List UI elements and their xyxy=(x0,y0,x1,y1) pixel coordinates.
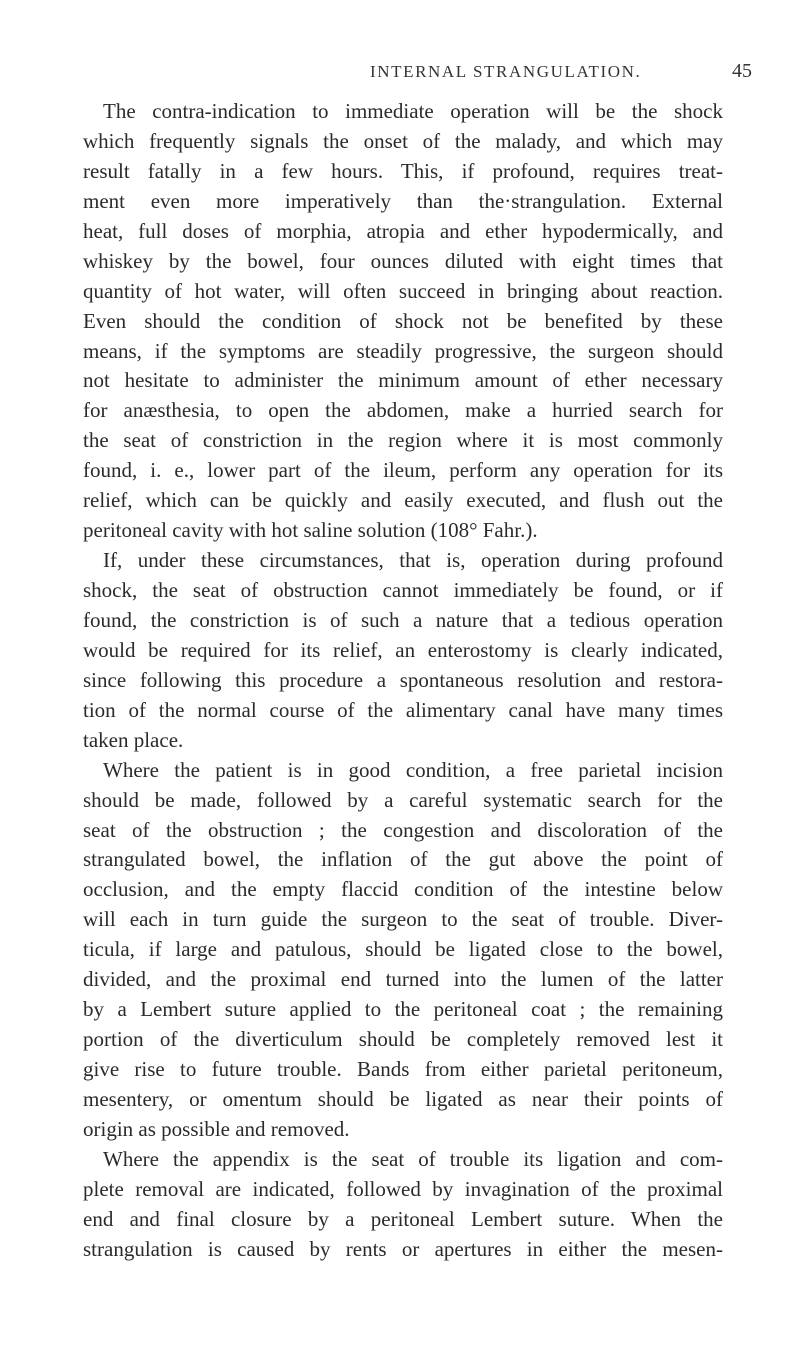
text-line: seat of the obstruction ; the congestion and discoloration of the xyxy=(83,817,723,842)
body-text xyxy=(83,97,723,1265)
text-line: give rise to future trouble. Bands from either parietal peritoneum, xyxy=(83,1057,723,1081)
text-line: means, if the symptoms are steadily progressive, the surgeon should xyxy=(83,338,723,363)
page-number: 45 xyxy=(732,60,752,82)
text-line: Where the appendix is the seat of trouble its ligation and com- xyxy=(103,1146,723,1171)
text-line: since following this procedure a spontaneous resolution and restora- xyxy=(83,667,723,692)
text-line: origin as possible and removed. xyxy=(83,1116,350,1141)
text-line: occlusion, and the empty flaccid condition of the intestine below xyxy=(83,877,723,902)
text-line: quantity of hot water, will often succeed in bringing about reaction. xyxy=(83,278,723,303)
text-line: which frequently signals the onset of the malady, and which may xyxy=(83,128,723,153)
text-line: If, under these circumstances, that is, operation during profound xyxy=(103,548,723,573)
text-line: heat, full doses of morphia, atropia and ether hypodermically, and xyxy=(83,218,723,243)
text-line: for anæsthesia, to open the abdomen, make a hurried search for xyxy=(83,398,723,423)
text-line: Where the patient is in good condition, a free parietal incision xyxy=(103,757,723,782)
text-line: would be required for its relief, an enterostomy is clearly indicated, xyxy=(83,637,723,662)
text-line: not hesitate to administer the minimum amount of ether necessary xyxy=(83,368,723,393)
text-line: divided, and the proximal end turned into the lumen of the latter xyxy=(83,967,723,992)
text-line: will each in turn guide the surgeon to the seat of trouble. Diver- xyxy=(83,907,723,932)
text-line: found, the constriction is of such a nature that a tedious operation xyxy=(83,607,723,632)
text-line: found, i. e., lower part of the ileum, perform any operation for its xyxy=(83,458,723,483)
text-line: strangulation is caused by rents or apertures in either the mesen- xyxy=(83,1236,723,1261)
text-line: ticula, if large and patulous, should be ligated close to the bowel, xyxy=(83,937,723,962)
text-line: end and final closure by a peritoneal Lembert suture. When the xyxy=(83,1206,723,1231)
text-line: relief, which can be quickly and easily executed, and flush out the xyxy=(83,488,723,513)
text-line: plete removal are indicated, followed by invagination of the proximal xyxy=(83,1176,723,1201)
text-line: the seat of constriction in the region where it is most commonly xyxy=(83,428,723,453)
text-line: peritoneal cavity with hot saline solution (108° Fahr.). xyxy=(83,518,538,543)
text-line: portion of the diverticulum should be completely removed lest it xyxy=(83,1027,723,1052)
text-line: The contra-indication to immediate operation will be the shock xyxy=(103,99,723,123)
text-line: shock, the seat of obstruction cannot immediately be found, or if xyxy=(83,578,723,602)
text-line: Even should the condition of shock not be benefited by these xyxy=(83,308,723,333)
text-line: should be made, followed by a careful systematic search for the xyxy=(83,787,723,812)
text-line: ment even more imperatively than the·strangulation. External xyxy=(83,188,723,213)
text-line: taken place. xyxy=(83,727,184,752)
text-line: mesentery, or omentum should be ligated as near their points of xyxy=(83,1086,723,1111)
text-line: tion of the normal course of the alimentary canal have many times xyxy=(83,697,723,722)
text-line: by a Lembert suture applied to the peritoneal coat ; the remaining xyxy=(83,997,723,1022)
text-line: strangulated bowel, the inflation of the gut above the point of xyxy=(83,847,723,872)
running-title: INTERNAL STRANGULATION. xyxy=(370,62,642,81)
text-line: whiskey by the bowel, four ounces diluted with eight times that xyxy=(83,248,723,273)
text-line: result fatally in a few hours. This, if profound, requires treat- xyxy=(83,158,723,183)
